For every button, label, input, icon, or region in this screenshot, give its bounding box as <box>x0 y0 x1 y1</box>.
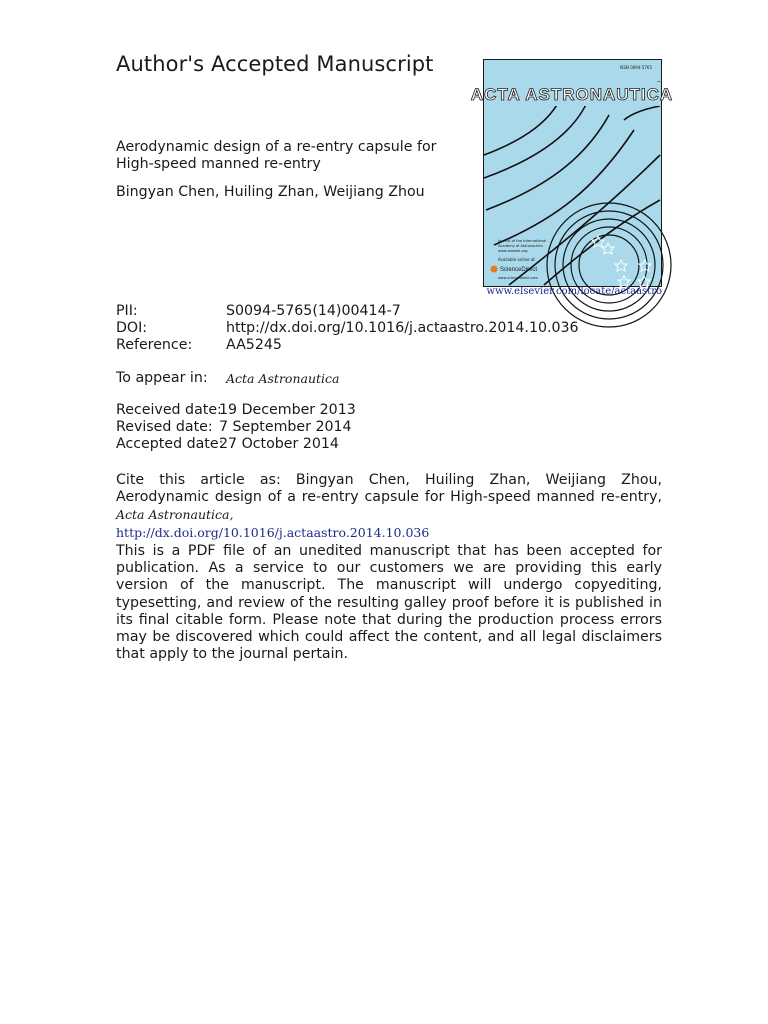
doi-row <box>116 320 579 337</box>
journal-url[interactable]: www.elsevier.com/locate/actaastro <box>486 286 662 297</box>
article-authors: Bingyan Chen, Huiling Zhan, Weijiang Zhou <box>116 184 425 200</box>
page-title: Author's Accepted Manuscript <box>116 52 434 76</box>
doi-label: DOI: <box>116 320 148 336</box>
pii-row <box>116 303 579 320</box>
identifiers-block <box>116 303 579 354</box>
revised-value: 7 September 2014 <box>219 419 352 435</box>
reference-value: AA5245 <box>226 337 282 353</box>
pii-label: PII: <box>116 303 138 319</box>
citation-block <box>116 472 662 542</box>
revised-label: Revised date: <box>116 419 213 435</box>
appear-in-row <box>116 370 339 387</box>
appear-in-block <box>116 370 339 387</box>
cover-blurb-line2: Academy of Astronautics <box>498 244 543 248</box>
cover-sciencedirect-url: www.sciencedirect.com <box>498 276 538 280</box>
disclaimer-paragraph: This is a PDF file of an unedited manuscript that has been accepted for publication. As a service to our customers we are providing this early version of the manuscript. The manuscript will undergo copyediting, typesetting, and review of the resulting galley proof before it is published in its final citable form. Please note that during the production process errors may be discovered which could affect the content, and all legal disclaimers that apply to the journal pertain. <box>116 543 662 663</box>
cover-sciencedirect: ScienceDirect <box>500 267 538 273</box>
cover-issn: ISSN 0094-5765 <box>619 65 652 70</box>
revised-row <box>116 419 356 436</box>
received-row <box>116 402 356 419</box>
reference-label: Reference: <box>116 337 193 353</box>
accepted-value: 27 October 2014 <box>219 436 339 452</box>
appear-in-value: Acta Astronautica <box>226 371 340 386</box>
accepted-label: Accepted date: <box>116 436 224 452</box>
cover-artwork <box>470 60 674 285</box>
cover-available-online: Available online at <box>498 257 535 262</box>
doi-value[interactable]: http://dx.doi.org/10.1016/j.actaastro.2014.10.036 <box>226 320 579 336</box>
cover-journal-name: ACTA ASTRONAUTICA <box>470 85 674 104</box>
cover-blurb-line1: Journal of the International <box>498 239 547 243</box>
article-title: Aerodynamic design of a re-entry capsule for High-speed manned re-entry <box>116 139 437 172</box>
reference-row <box>116 337 579 354</box>
accepted-row <box>116 436 356 453</box>
sciencedirect-logo-icon <box>491 266 498 273</box>
pii-value: S0094-5765(14)00414-7 <box>226 303 401 319</box>
cover-blurb-line3: www.iaaweb.org <box>498 249 528 253</box>
journal-cover-image <box>470 59 674 287</box>
received-label: Received date: <box>116 402 222 418</box>
appear-in-label: To appear in: <box>116 370 208 386</box>
dates-block <box>116 402 356 453</box>
citation-journal: Acta Astronautica, <box>116 507 234 522</box>
citation-doi-link[interactable]: http://dx.doi.org/10.1016/j.actaastro.2014.10.036 <box>116 525 430 540</box>
received-value: 19 December 2013 <box>219 402 356 418</box>
citation-text: Cite this article as: Bingyan Chen, Huiling Zhan, Weijiang Zhou, Aerodynamic design of a re-entry capsule for High-speed manned re-entry, <box>116 472 662 505</box>
